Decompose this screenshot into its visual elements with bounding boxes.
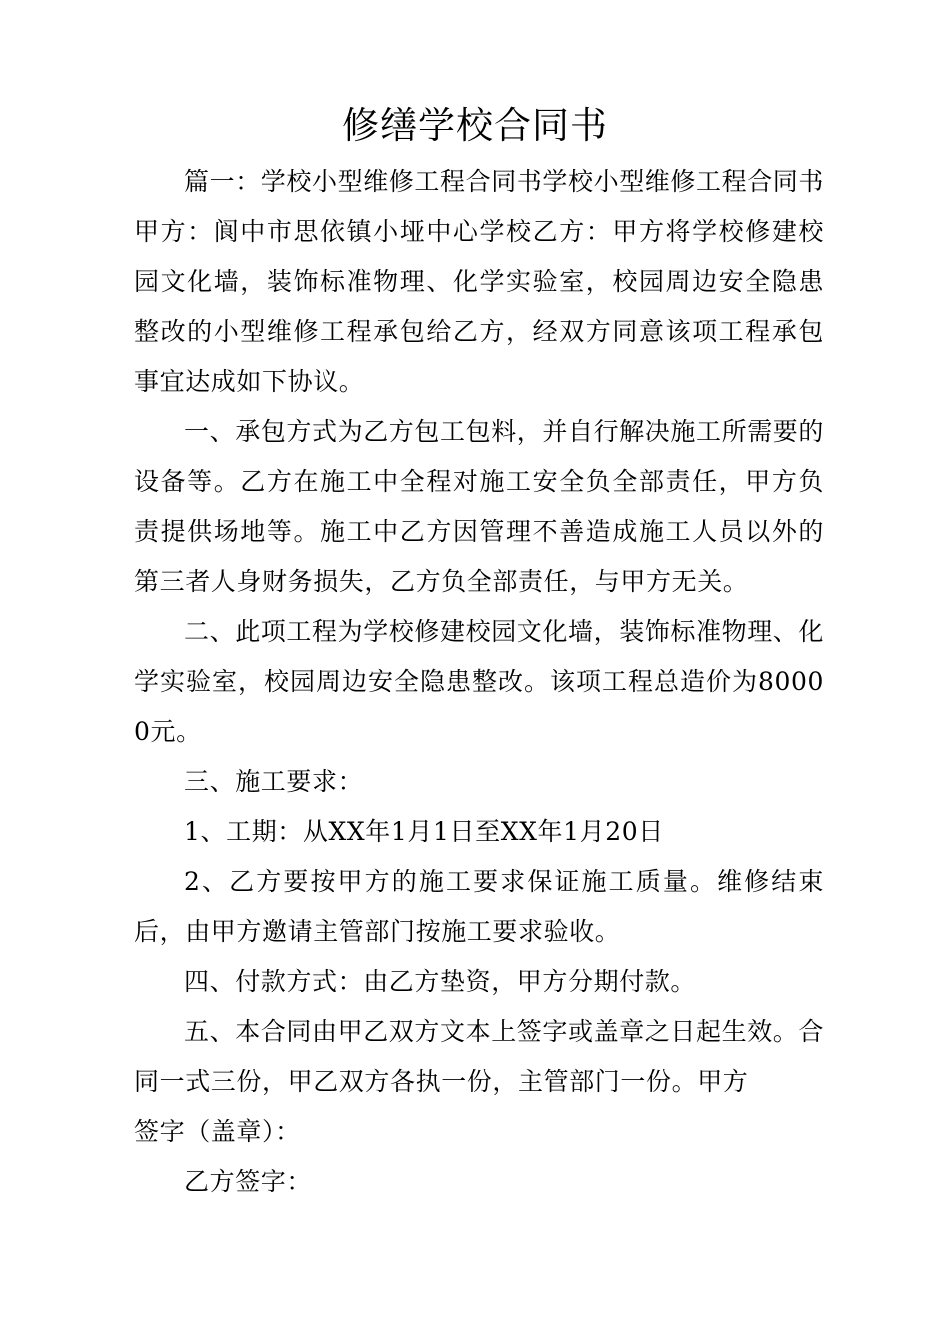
document-title: 修缮学校合同书 [342, 104, 608, 147]
paragraph-intro: 篇一：学校小型维修工程合同书学校小型维修工程合同书甲方：阆中市思依镇小垭中心学校乙方：甲方将学校修建校园文化墙，装饰标准物理、化学实验室，校园周边安全隐患整改的小型维修工程承包给乙方，经双方同意该项工程承包事宜达成如下协议。 [134, 167, 825, 396]
paragraph-clause-3: 三、施工要求： [184, 767, 364, 796]
paragraph-clause-3-1: 1、工期：从XX年1月1日至XX年1月20日 [184, 817, 664, 846]
signature-party-b: 乙方签字： [184, 1167, 313, 1196]
paragraph-clause-2: 二、此项工程为学校修建校园文化墙，装饰标准物理、化学实验室，校园周边安全隐患整改。该项工程总造价为80000元。 [134, 617, 825, 746]
document-body [134, 157, 824, 1207]
paragraph-clause-4: 四、付款方式：由乙方垫资，甲方分期付款。 [184, 967, 697, 996]
signature-party-a: 签字（盖章）： [134, 1117, 301, 1146]
paragraph-clause-1: 一、承包方式为乙方包工包料，并自行解决施工所需要的设备等。乙方在施工中全程对施工安全负全部责任，甲方负责提供场地等。施工中乙方因管理不善造成施工人员以外的第三者人身财务损失，乙方负全部责任，与甲方无关。 [134, 417, 825, 596]
paragraph-clause-3-2: 2、乙方要按甲方的施工要求保证施工质量。维修结束后，由甲方邀请主管部门按施工要求验收。 [134, 867, 824, 946]
paragraph-clause-5: 五、本合同由甲乙双方文本上签字或盖章之日起生效。合同一式三份，甲乙双方各执一份，主管部门一份。甲方 [134, 1017, 825, 1096]
